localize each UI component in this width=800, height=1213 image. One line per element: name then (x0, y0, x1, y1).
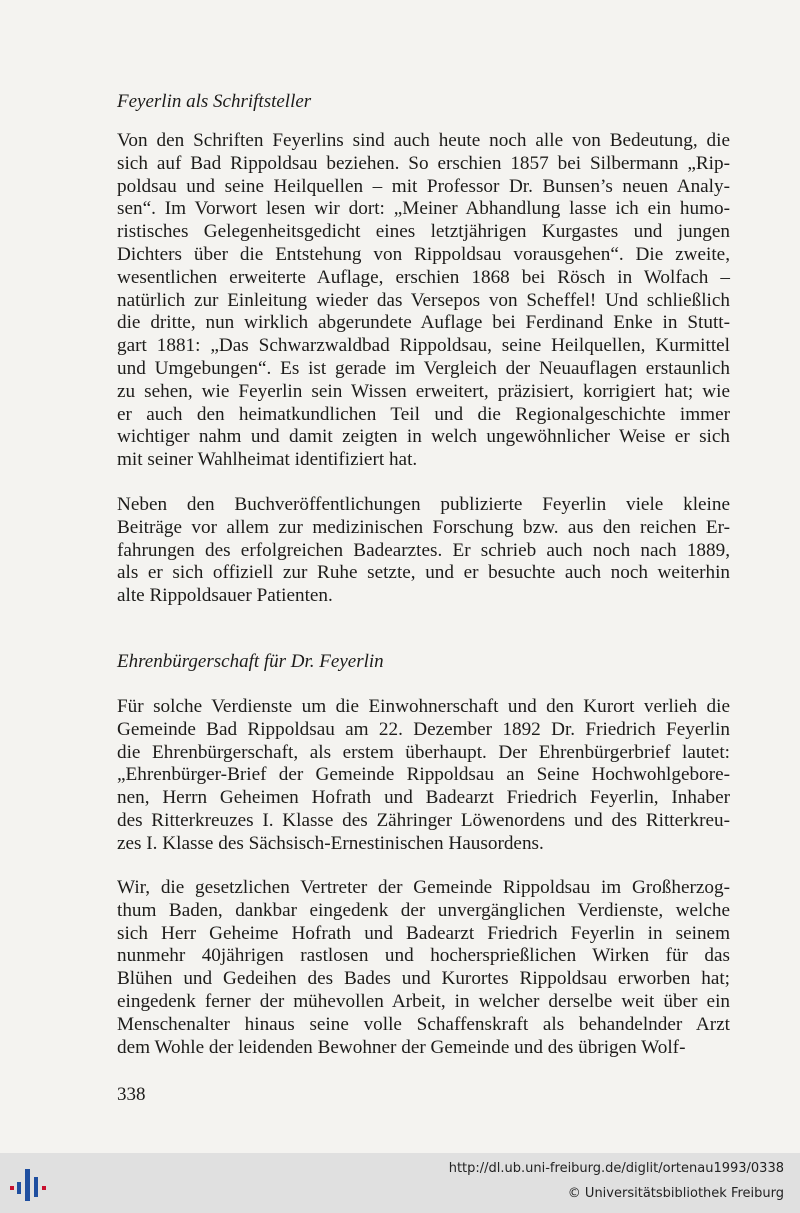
text-line: gart 1881: „Das Schwarzwaldbad Rippoldsau, seine Heilquellen, Kurmittel (117, 335, 730, 357)
section-heading-ehrenbuergerschaft: Ehrenbürgerschaft für Dr. Feyerlin (117, 651, 384, 672)
text-line: poldsau und seine Heilquellen – mit Professor Dr. Bunsen’s neuen Analy- (117, 175, 730, 197)
text-line: „Ehrenbürger-Brief der Gemeinde Rippoldsau an Seine Hochwohlgebore- (117, 764, 730, 786)
copyright-text: © Universitätsbibliothek Freiburg (567, 1186, 784, 1201)
text-line: alte Rippoldsauer Patienten. (117, 585, 333, 607)
paragraph-verdienste (117, 696, 730, 856)
text-line: Dichters über die Entstehung von Rippoldsau vorausgehen“. Die zweite, (117, 243, 730, 265)
text-line: als er sich offiziell zur Ruhe setzte, und er besuchte auch noch weiterhin (117, 562, 730, 584)
text-line: er auch den heimatkundlichen Teil und die Regionalgeschichte immer (117, 403, 730, 425)
text-line: nen, Herrn Geheimen Hofrath und Badearzt Friedrich Feyerlin, Inhaber (117, 787, 730, 809)
text-line: sen“. Im Vorwort lesen wir dort: „Meiner Abhandlung lasse ich ein humo- (117, 198, 730, 220)
text-line: eingedenk ferner der mühevollen Arbeit, in welcher derselbe weit über ein (117, 990, 730, 1012)
text-line: Von den Schriften Feyerlins sind auch heute noch alle von Bedeutung, die (117, 130, 730, 151)
section-heading-schriftsteller: Feyerlin als Schriftsteller (117, 91, 312, 112)
text-line: zu sehen, wie Feyerlin sein Wissen erweitert, präzisiert, korrigiert hat; wie (117, 380, 730, 402)
text-line: die Ehrenbürgerschaft, als erstem überhaupt. Der Ehrenbürgerbrief lautet: (117, 741, 730, 763)
text-line: natürlich zur Einleitung wieder das Versepos von Scheffel! Und schließlich (117, 289, 730, 311)
ub-freiburg-logo-icon (8, 1165, 54, 1205)
text-line: wesentlichen erweiterte Auflage, erschien 1868 bei Rösch in Wolfach – (117, 266, 730, 288)
text-line: Blühen und Gedeihen des Bades und Kurortes Rippoldsau erworben hat; (117, 968, 730, 990)
text-line: fahrungen des erfolgreichen Badearztes. Er schrieb auch noch nach 1889, (117, 539, 730, 561)
text-line: und Umgebungen“. Es ist gerade im Vergleich der Neuauflagen erstaunlich (117, 357, 730, 379)
footer-bar (0, 1153, 800, 1213)
text-line: die dritte, nun wirklich abgerundete Auflage bei Ferdinand Enke in Stutt- (117, 312, 730, 334)
paragraph-schriften (117, 130, 730, 472)
text-line: wichtiger nahm und damit zeigten in welch ungewöhnlicher Weise er sich (117, 426, 730, 448)
text-line: Neben den Buchveröffentlichungen publizierte Feyerlin viele kleine (117, 494, 730, 515)
text-line: nunmehr 40jährigen rastlosen und hochersprießlichen Wirken für das (117, 945, 730, 967)
paragraph-vertreter (117, 877, 730, 1059)
text-line: Gemeinde Bad Rippoldsau am 22. Dezember 1892 Dr. Friedrich Feyerlin (117, 718, 730, 740)
text-line: Menschenalter hinaus seine volle Schaffenskraft als behandelnder Arzt (117, 1013, 730, 1035)
paragraph-buchveroeffentlichungen (117, 494, 730, 608)
text-line: ristisches Gelegenheitsgedicht eines letztjährigen Kurgastes und jungen (117, 221, 730, 243)
page-number: 338 (117, 1084, 146, 1105)
text-line: dem Wohle der leidenden Bewohner der Gemeinde und des übrigen Wolf- (117, 1036, 686, 1058)
text-line: mit seiner Wahlheimat identifiziert hat. (117, 449, 418, 471)
text-line: thum Baden, dankbar eingedenk der unvergänglichen Verdienste, welche (117, 899, 730, 921)
text-line: des Ritterkreuzes I. Klasse des Zähringer Löwenordens und des Ritterkreu- (117, 809, 730, 831)
text-line: sich auf Bad Rippoldsau beziehen. So erschien 1857 bei Silbermann „Rip- (117, 152, 730, 174)
text-line: Für solche Verdienste um die Einwohnerschaft und den Kurort verlieh die (117, 696, 730, 717)
text-line: Beiträge vor allem zur medizinischen Forschung bzw. aus den reichen Er- (117, 516, 730, 538)
text-line: sich Herr Geheime Hofrath und Badearzt Friedrich Feyerlin in seinem (117, 922, 730, 944)
text-line: Wir, die gesetzlichen Vertreter der Gemeinde Rippoldsau im Großherzog- (117, 877, 730, 898)
text-line: zes I. Klasse des Sächsisch-Ernestinischen Hausordens. (117, 832, 544, 854)
source-url-link[interactable]: http://dl.ub.uni-freiburg.de/diglit/ortenau1993/0338 (448, 1161, 784, 1176)
